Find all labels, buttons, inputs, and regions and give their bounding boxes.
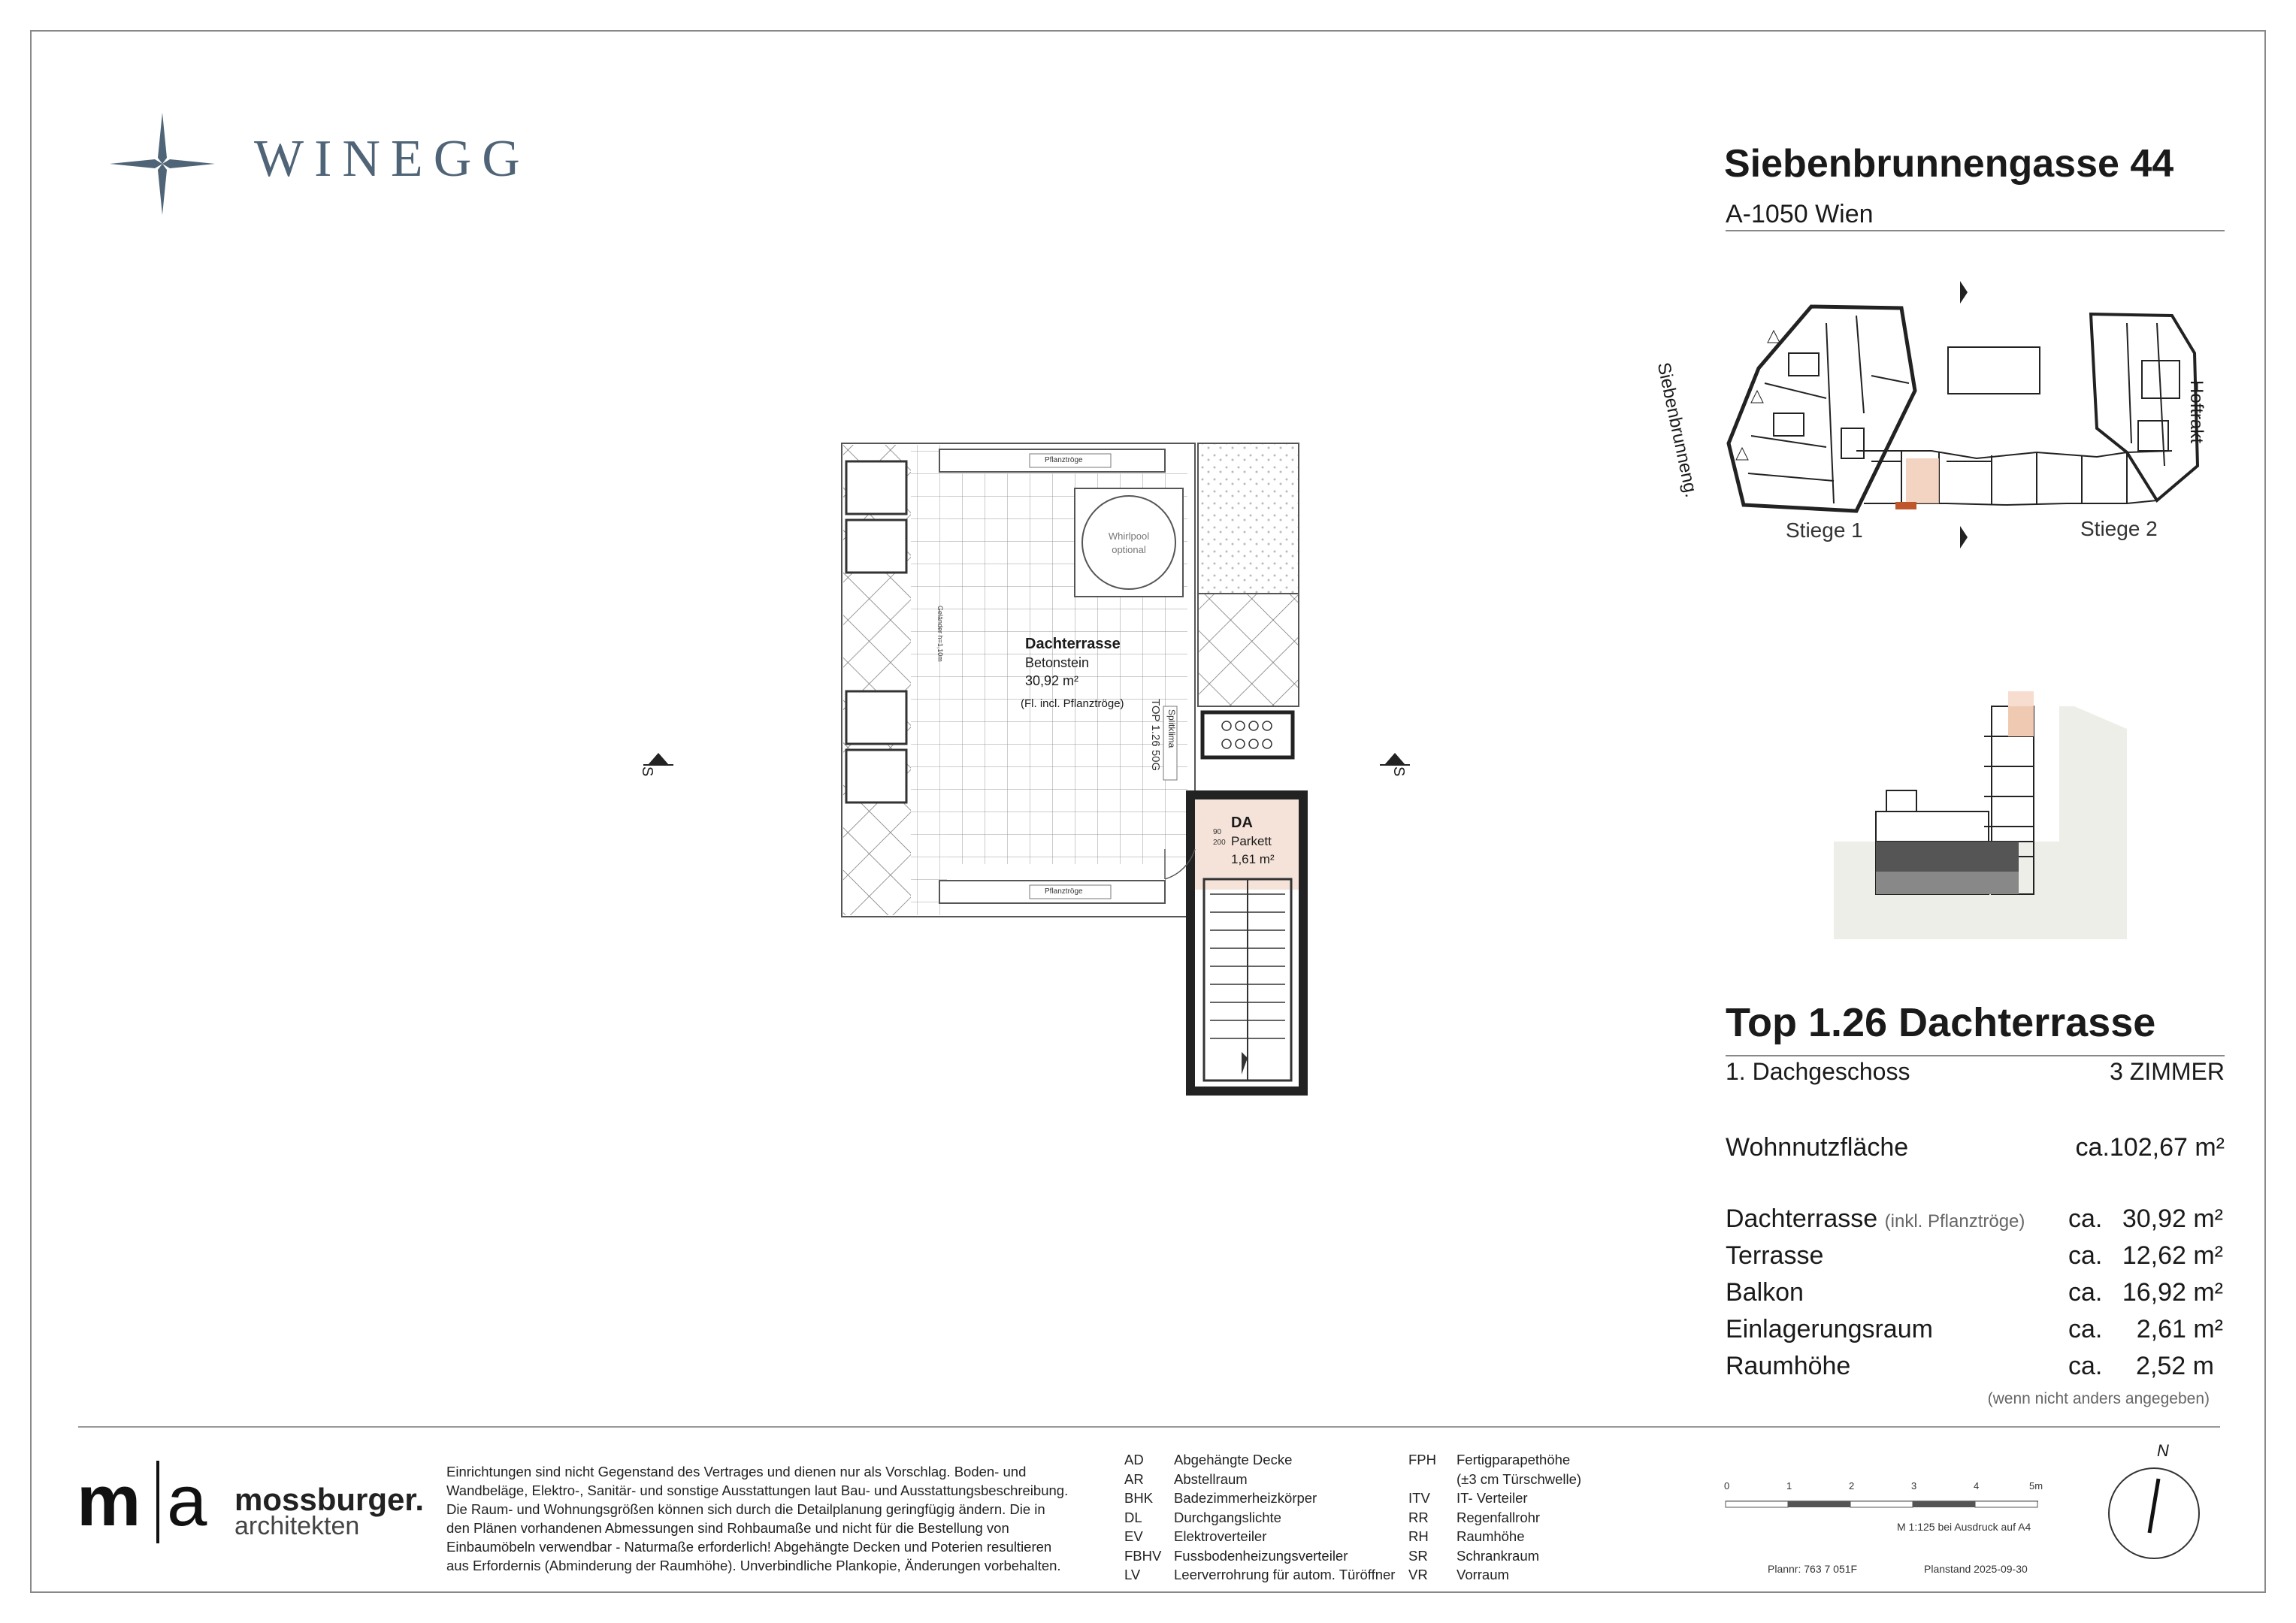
scale-tick-3: 3: [1911, 1480, 1917, 1492]
terrace-name-label: Dachterrasse: [1025, 636, 1121, 652]
abbreviation-row: VR Vorraum: [1408, 1567, 1509, 1582]
whirlpool-optional-label: optional: [1112, 544, 1146, 555]
scale-tick-5: 5m: [2029, 1480, 2043, 1492]
footer-divider: [78, 1426, 2220, 1428]
abbreviation-row: FBHV Fussbodenheizungsverteiler: [1124, 1547, 1348, 1564]
area-row-value: 30,92 m²: [2122, 1204, 2223, 1233]
building-section-diagram: [1834, 691, 2134, 947]
keyplan-street-label: Siebenbrunneng.: [1653, 361, 1702, 500]
planter-label-bottom: Pflanztröge: [1045, 887, 1083, 896]
plan-number: Plannr: 763 7 051F: [1768, 1563, 1858, 1575]
north-label: N: [2157, 1441, 2169, 1460]
living-area-label: Wohnnutzfläche: [1726, 1133, 1909, 1162]
keyplan-courtyard-label: Hoftrakt: [2186, 380, 2207, 444]
terrace-area-label: 30,92 m²: [1025, 673, 1079, 688]
area-row-ca: ca.: [2068, 1315, 2103, 1343]
abbreviation-row: SR Schrankraum: [1408, 1547, 1540, 1564]
architect-mark-m: m: [77, 1461, 141, 1541]
abbreviation-row: AR Abstellraum: [1124, 1470, 1248, 1487]
da-area-label: 1,61 m²: [1231, 852, 1275, 866]
address-divider: [1726, 230, 2225, 231]
scale-tick-0: 0: [1724, 1480, 1730, 1492]
architect-mark-a: a: [167, 1461, 207, 1541]
keyplan-stair-1: Stiege 1: [1786, 518, 1863, 542]
unit-floor: 1. Dachgeschoss: [1726, 1058, 1910, 1085]
abbreviation-row: (±3 cm Türschwelle): [1457, 1470, 1582, 1487]
living-area-value: ca.102,67 m²: [2075, 1133, 2225, 1162]
door-height-label: 200: [1213, 839, 1226, 847]
unit-divider: [1726, 1055, 2225, 1056]
section-marker-right-label: S: [1390, 766, 1407, 777]
room-height-note: (wenn nicht anders angegeben): [1987, 1390, 2210, 1407]
scale-note: M 1:125 bei Ausdruck auf A4: [1897, 1521, 2031, 1533]
scale-bar: [1723, 1495, 2046, 1518]
unit-rooms: 3 ZIMMER: [2110, 1058, 2225, 1085]
abbreviation-row: RH Raumhöhe: [1408, 1528, 1525, 1544]
area-row-label: Terrasse: [1726, 1241, 1824, 1270]
address-city: A-1050 Wien: [1726, 200, 1874, 228]
splitklima-label: Splitklima: [1166, 709, 1177, 748]
da-floor-label: Parkett: [1231, 834, 1272, 848]
area-row-value: 2,52 m: [2136, 1352, 2214, 1380]
terrace-floor-label: Betonstein: [1025, 655, 1090, 670]
architect-subtitle: architekten: [234, 1512, 360, 1540]
area-row-label: Balkon: [1726, 1278, 1804, 1307]
planter-label-top: Pflanztröge: [1045, 456, 1083, 464]
area-row-ca: ca.: [2068, 1352, 2103, 1380]
floor-plan-drawing: [827, 428, 1428, 1105]
splitklima-top-label: TOP 1.26 50G: [1149, 699, 1162, 772]
abbreviation-list-right: [1408, 1450, 1581, 1585]
architect-name: mossburger.: [234, 1482, 425, 1517]
compass-star-logo-icon: [110, 113, 215, 215]
abbreviation-row: EV Elektroverteiler: [1124, 1528, 1267, 1544]
terrace-note-label: (Fl. incl. Pflanztröge): [1021, 697, 1124, 710]
section-marker-left-label: S: [639, 766, 655, 777]
north-arrow-icon: [2103, 1458, 2205, 1560]
area-row-value: 16,92 m²: [2122, 1278, 2223, 1307]
brand-logo-text: WINEGG: [254, 130, 531, 188]
keyplan-stair-2: Stiege 2: [2080, 517, 2158, 540]
area-row-value: 2,61 m²: [2136, 1315, 2223, 1343]
disclaimer-text: Einrichtungen sind nicht Gegenstand des Vertrages und dienen nur als Vorschlag. Boden- und Wandbeläge, Elektro-, Sanitär- und sonstige Ausstattungen laut Bau- und Ausstattungsbeschreibung. Die Raum- und Wohnungsgrößen können sich durch die Detailplanung geringfügig ändern. Die in den Plänen vorhandenen Abmessungen sind Rohbaumaße und nicht für die Bestellung von Einbaumöbeln verwendbar - Naturmaße erforderlich! Abgehängte Decken und Poterien resultieren aus Erfordernis (Abminderung der Raumhöhe). Unverbindliche Plankopie, Änderungen vorbehalten.: [446, 1464, 1069, 1573]
area-row-ca: ca.: [2068, 1278, 2103, 1307]
address-street: Siebenbrunnengasse 44: [1724, 142, 2174, 186]
area-row-ca: ca.: [2068, 1204, 2103, 1233]
area-row-label: Dachterrasse (inkl. Pflanztröge): [1726, 1204, 2025, 1233]
da-room-label: DA: [1231, 815, 1253, 831]
abbreviation-row: FPH Fertigparapethöhe: [1408, 1452, 1571, 1467]
railing-height-label: Geländer h=1,10m: [936, 606, 944, 662]
key-site-plan: [1676, 278, 2232, 556]
abbreviation-row: AD Abgehängte Decke: [1124, 1452, 1293, 1467]
abbreviation-row: LV Leerverrohrung für autom. Türöffner: [1124, 1567, 1396, 1582]
plan-date: Planstand 2025-09-30: [1924, 1563, 2028, 1575]
scale-tick-2: 2: [1849, 1480, 1855, 1492]
door-width-label: 90: [1213, 828, 1222, 836]
whirlpool-label: Whirlpool: [1108, 530, 1150, 542]
area-row-value: 12,62 m²: [2122, 1241, 2223, 1270]
abbreviation-list-left: [1124, 1450, 1395, 1585]
abbreviation-row: RR Regenfallrohr: [1408, 1509, 1541, 1525]
abbreviation-row: DL Durchgangslichte: [1124, 1509, 1281, 1525]
area-row-label: Raumhöhe: [1726, 1352, 1851, 1380]
unit-title: Top 1.26 Dachterrasse: [1726, 1000, 2156, 1045]
scale-tick-1: 1: [1786, 1480, 1792, 1492]
abbreviation-row: BHK Badezimmerheizkörper: [1124, 1490, 1317, 1506]
area-row-ca: ca.: [2068, 1241, 2103, 1270]
scale-tick-4: 4: [1974, 1480, 1980, 1492]
area-row-label: Einlagerungsraum: [1726, 1315, 1933, 1343]
architect-mark-divider: [156, 1461, 159, 1543]
abbreviation-row: ITV IT- Verteiler: [1408, 1490, 1528, 1506]
